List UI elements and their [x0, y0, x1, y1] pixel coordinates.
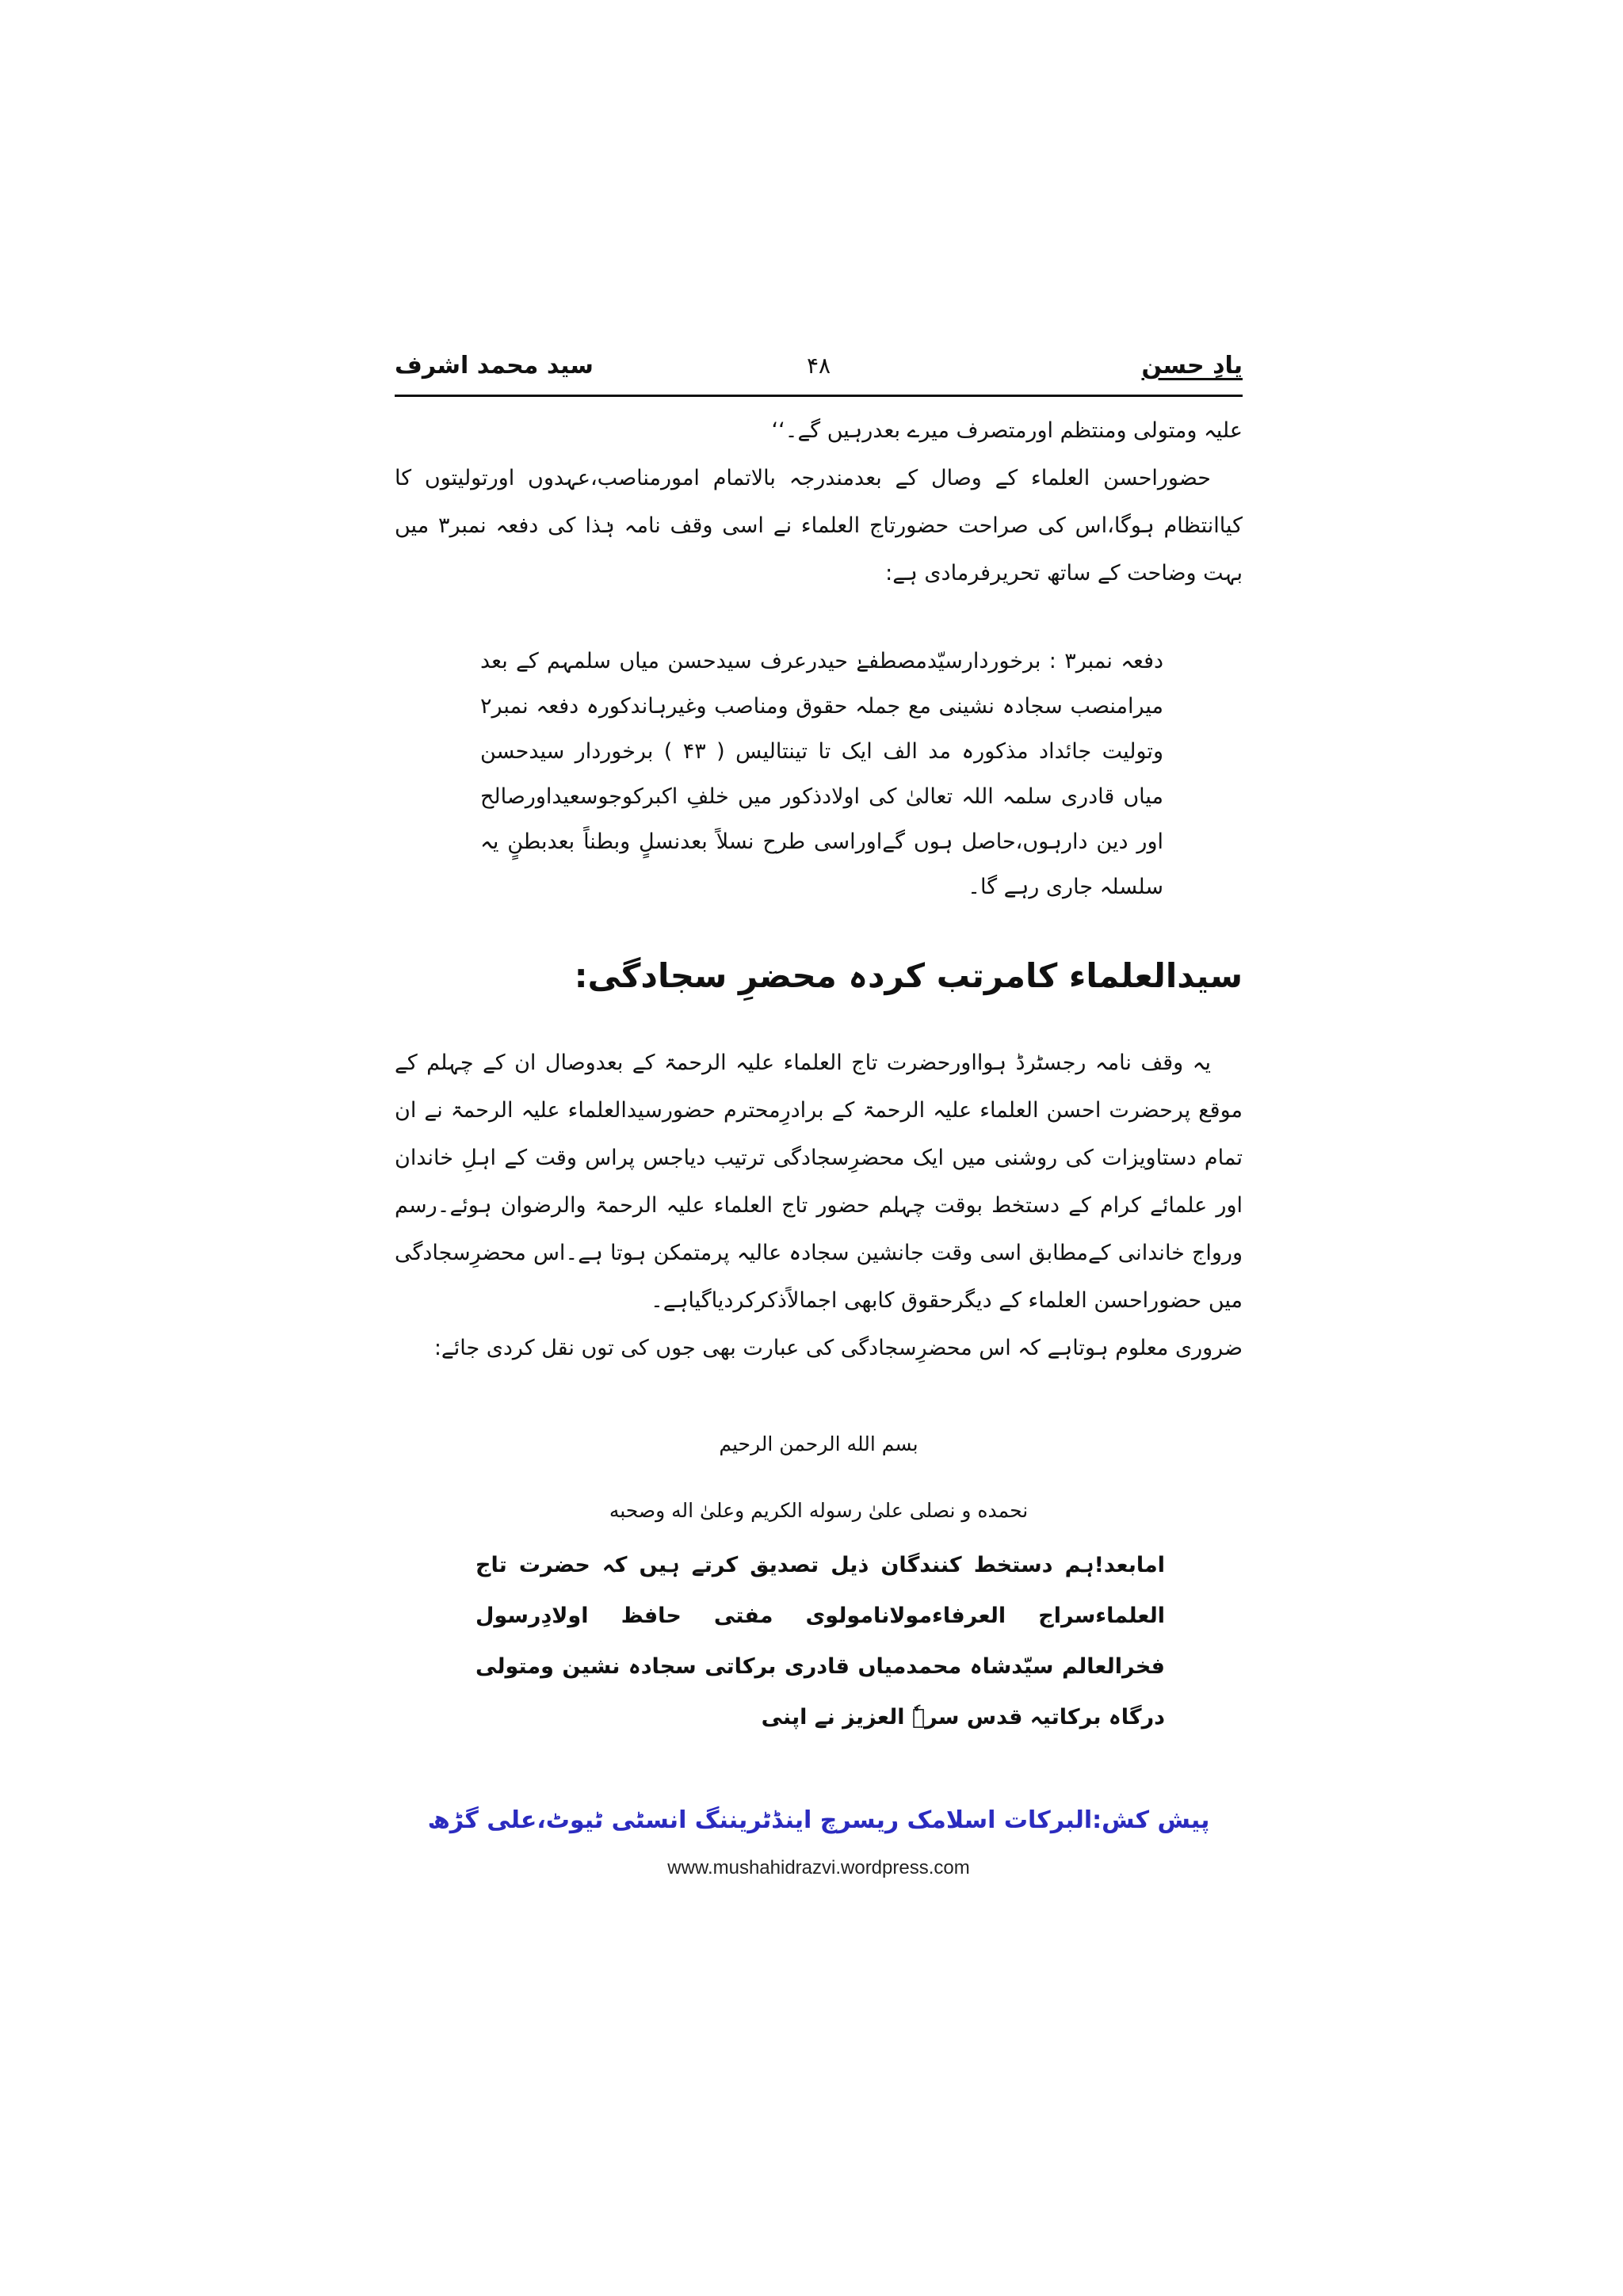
author-name: سید محمد اشرف [395, 352, 594, 379]
attestation-text: امابعد!ہم دستخط کنندگان ذیل تصدیق کرتے ہیں کہ حضرت تاج العلماءسراج العرفاءمولانامولوی مفتی حافظ اولادِرسول فخرالعالم سیّدشاہ محمدمیاں قادری برکاتی سجادہ نشین ومتولی درگاہ برکاتیہ قدس سرہٗ العزیز نے اپنی [475, 1553, 1165, 1730]
section-paragraph-1: یہ وقف نامہ رجسٹرڈ ہوااورحضرت تاج العلماء علیہ الرحمۃ کے بعدوصال ان کے چہلم کے موقع پرحضرت احسن العلماء علیہ الرحمۃ کے برادرِمحترم حضورسیدالعلماء علیہ الرحمۃ نے ان تمام دستاویزات کی روشنی میں ایک محضرِسجادگی ترتیب دیاجس پراس وقت کے اہلِ خاندان اور علمائے کرام کے دستخط بوقت چہلم حضور تاج العلماء علیہ الرحمۃ والرضوان ہوئے۔رسم ورواج خاندانی کےمطابق اسی وقت جانشین سجادہ عالیہ پرمتمکن ہوتا ہے۔اس محضرِسجادگی میں حضوراحسن العلماء کے دیگرحقوق کابھی اجمالاًذکرکردیاگیاہے۔ [395, 1051, 1243, 1313]
bismillah-line: بسم الله الرحمن الرحیم [719, 1432, 918, 1455]
header-divider [395, 395, 1243, 397]
section-paragraph-2: ضروری معلوم ہوتاہے کہ اس محضرِسجادگی کی عبارت بھی جوں کی توں نقل کردی جائے: [433, 1336, 1243, 1360]
running-title: یادِ حسن [1141, 352, 1243, 379]
footer-presented-by: پیش کش:البرکات اسلامک ریسرچ اینڈٹریننگ انسٹی ٹیوٹ،علی گڑھ [427, 1806, 1210, 1834]
intro-block [395, 407, 1243, 597]
closing-quote-line: علیہ ومتولی ومنتظم اورمتصرف میرے بعدرہیں گے۔‘‘ [771, 418, 1243, 443]
section-body [395, 1039, 1243, 1372]
section-heading: سیدالعلماء کامرتب کردہ محضرِ سجادگی: [574, 956, 1243, 995]
footer-website-link[interactable]: www.mushahidrazvi.wordpress.com [667, 1857, 970, 1878]
page-number: ۴۸ [806, 353, 831, 379]
hamd-line: نحمده و نصلی علیٰ رسوله الكريم وعلیٰ اله وصحبه [609, 1499, 1029, 1522]
intro-paragraph: حضوراحسن العلماء کے وصال کے بعدمندرجہ بالاتمام امورمناصب،عہدوں اورتولیتوں کا کیاانتظام ہوگا،اس کی صراحت حضورتاج العلماء نے اسی وقف نامہ ہٰذا کی دفعہ نمبر۳ میں بہت وضاحت کے ساتھ تحریرفرمادی ہے: [395, 466, 1243, 585]
clause-quote: دفعہ نمبر۳ : برخوردارسیّدمصطفےٰ حیدرعرف سیدحسن میاں سلمہم کے بعد میرامنصب سجادہ نشینی مع جملہ حقوق ومناصب وغیرہاندکورہ دفعہ نمبر۲ وتولیت جائداد مذکورہ مد الف ایک تا تینتالیس ( ۴۳ ) برخوردار سیدحسن میاں قادری سلمہ اللہ تعالیٰ کی اولادذکور میں خلفِ اکبرکوجوسعیداورصالح اور دین دارہوں،حاصل ہوں گےاوراسی طرح نسلاً بعدنسلٍ وبطناً بعدبطنٍ یہ سلسلہ جاری رہے گا۔ [480, 649, 1163, 899]
page-header [395, 342, 1243, 391]
